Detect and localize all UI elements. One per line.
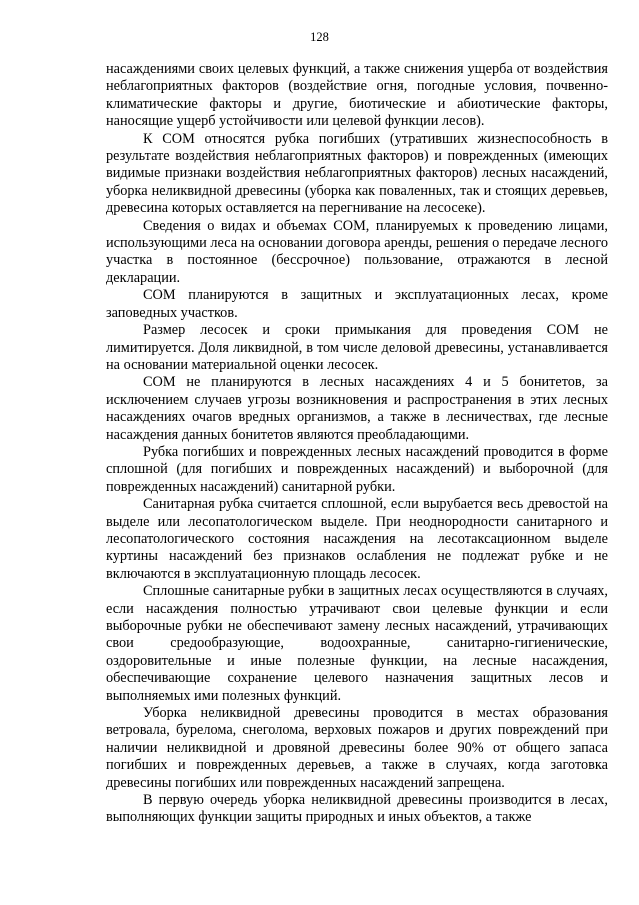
paragraph-bonitet-exclusion: СОМ не планируются в лесных насаждениях 4 и 5 бонитетов, за исключением случаев угрозы возникновения и распространения в этих лесных насаждениях очагов вредных организмов, а также в лесничествах, где лесные насаждения данных бонитетов являются преобладающими. xyxy=(106,374,608,443)
page-number: 128 xyxy=(310,30,329,44)
paragraph-continuation: насаждениями своих целевых функций, а также снижения ущерба от воздействия неблагоприятных факторов (воздействие огня, погодные условия, почвенно-климатические факторы и другие, биотические и абиотические факторы, наносящие ущерб устойчивости или целевой функции лесов). xyxy=(106,61,608,130)
paragraph-cutting-size: Размер лесосек и сроки примыкания для проведения СОМ не лимитируется. Доля ликвидной, в том числе деловой древесины, устанавливается на основании материальной оценки лесосек. xyxy=(106,322,608,373)
paragraph-priority: В первую очередь уборка неликвидной древесины производится в лесах, выполняющих функции защиты природных и иных объектов, а также xyxy=(106,792,608,826)
paragraph-illiquid-wood: Уборка неликвидной древесины проводится в местах образования ветровала, бурелома, снеголома, верховых пожаров и других повреждений при наличии неликвидной и дровяной древесины более 90% от общего запаса погибших и поврежденных деревьев, а также в случаях, когда заготовка древесины погибших или поврежденных насаждений запрещена. xyxy=(106,705,608,791)
paragraph-cutting-form: Рубка погибших и поврежденных лесных насаждений проводится в форме сплошной (для погибших и поврежденных насаждений) и выборочной (для поврежденных насаждений) санитарной рубки. xyxy=(106,443,608,495)
paragraph-som-definition: К СОМ относятся рубка погибших (утративших жизнеспособность в результате воздействия неблагоприятных факторов) и поврежденных (имеющих видимые признаки воздействия неблагоприятных факторов) лесных насаждений, уборка неликвидной древесины (уборка как поваленных, так и стоящих деревьев, древесина которых оставляется на перегнивание на лесосеке). xyxy=(106,130,608,217)
paragraph-clear-cut: Санитарная рубка считается сплошной, если вырубается весь древостой на выделе или лесопатологическом выделе. При неоднородности санитарного и лесопатологического состояния насаждения на лесотаксационном выделе куртины насаждений без признаков ослабления не подлежат рубке и не включаются в эксплуатационную площадь лесосек. xyxy=(106,496,608,582)
body-text xyxy=(106,61,608,827)
paragraph-protective-forests: СОМ планируются в защитных и эксплуатационных лесах, кроме заповедных участков. xyxy=(106,287,608,321)
paragraph-protective-clear-cut: Сплошные санитарные рубки в защитных лесах осуществляются в случаях, если насаждения полностью утрачивают свои целевые функции и если выборочные рубки не обеспечивают замену лесных насаждений, утрачивающих свои средообразующие, водоохранные, санитарно-гигиенические, оздоровительные и иные полезные функции, на лесные насаждения, обеспечивающие сохранение целевого назначения защитных лесов и выполняемых ими полезных функций. xyxy=(106,583,608,704)
paragraph-lease-declaration: Сведения о видах и объемах СОМ, планируемых к проведению лицами, использующими леса на основании договора аренды, решения о передаче лесного участка в постоянное (бессрочное) пользование, отражаются в лесной декларации. xyxy=(106,217,608,286)
